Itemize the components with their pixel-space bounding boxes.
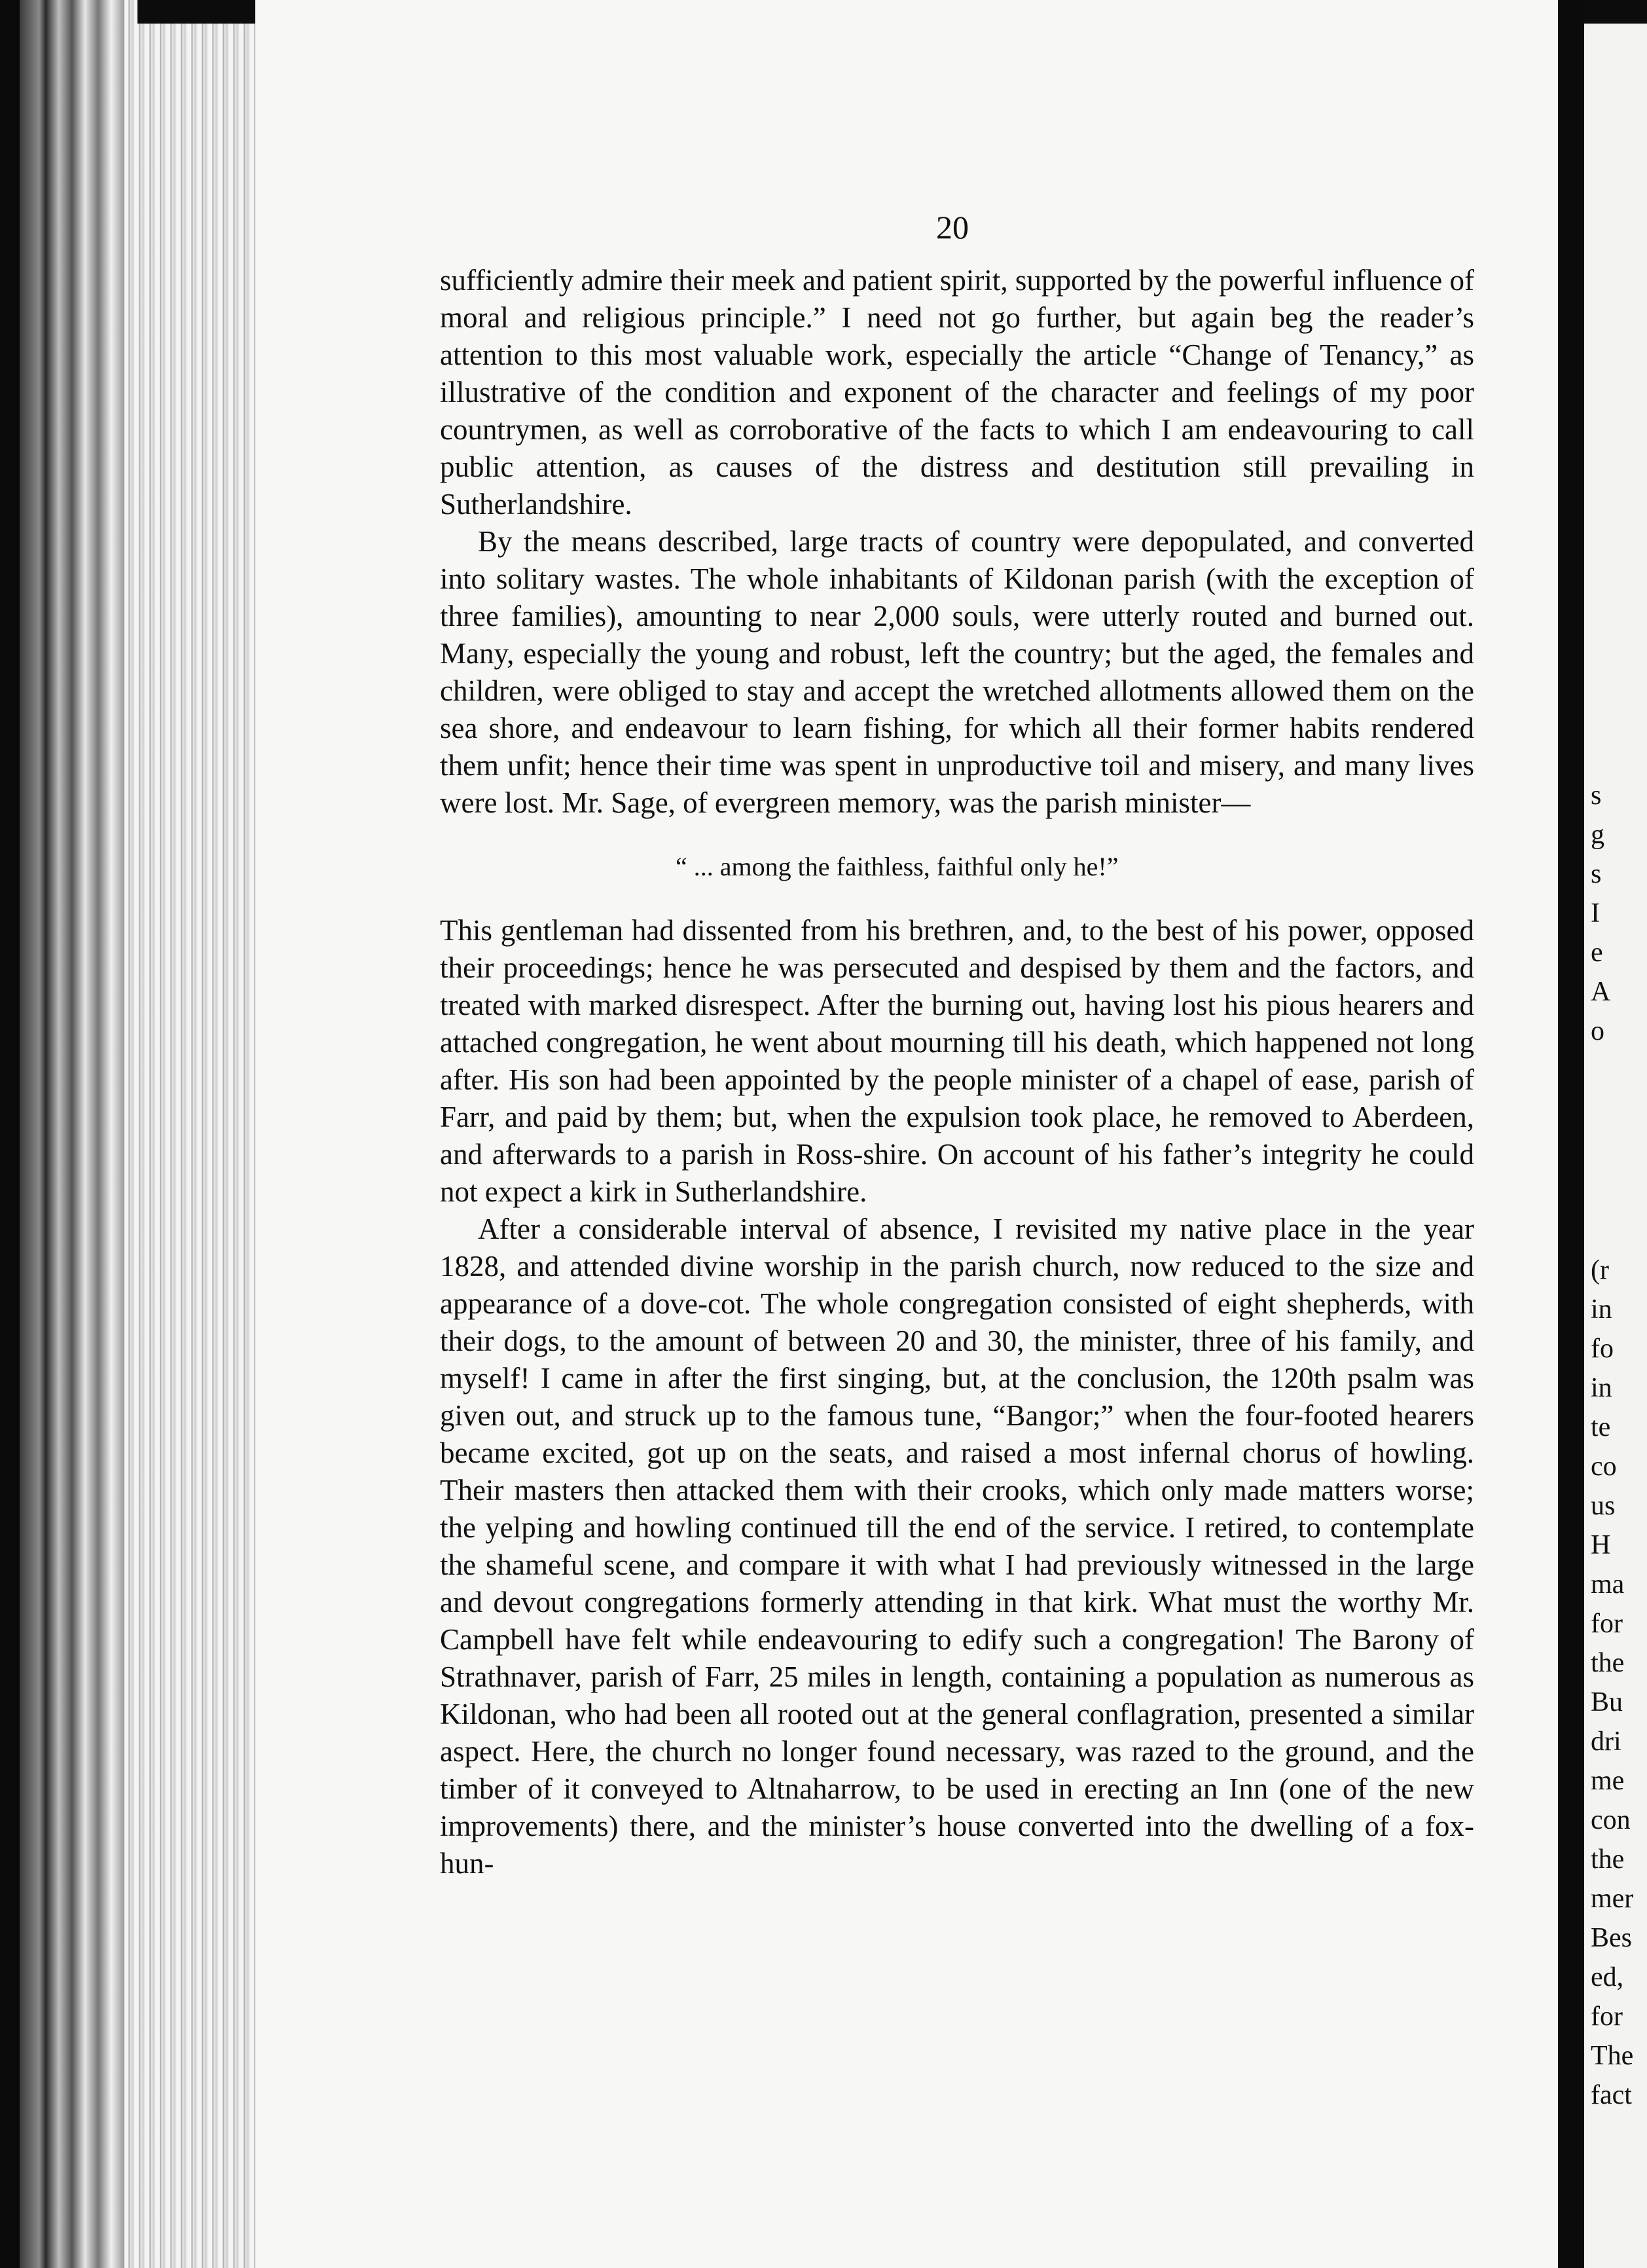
fragment-text: co	[1591, 1452, 1617, 1482]
fragment-text: in	[1591, 1294, 1612, 1325]
page-number: 20	[936, 209, 969, 246]
fragment-text: A	[1591, 977, 1611, 1007]
page-edges	[124, 0, 255, 2268]
page-text	[440, 262, 1474, 1882]
fragment-text: in	[1591, 1373, 1612, 1403]
fragment-text: e	[1591, 938, 1603, 968]
fragment-text: ma	[1591, 1569, 1625, 1600]
paragraph-3: This gentleman had dissented from his brethren, and, to the best of his power, opposed their proceedings; hence he was persecuted and despised by them and the factors, and treated with marked disrespect. After the burning out, having lost his pious hearers and attached congregation, he went about mourning till his death, which happened not long after. His son had been appointed by the people minister of a chapel of ease, parish of Farr, and paid by them; but, when the expulsion took place, he removed to Aberdeen, and afterwards to a parish in Ross-shire. On account of his father’s integrity he could not expect a kirk in Sutherlandshire.	[440, 914, 1474, 1208]
fragment-text: The	[1591, 2041, 1634, 2071]
fragment-text: s	[1591, 859, 1602, 889]
fragment-text: fact	[1591, 2080, 1632, 2110]
next-page-edge	[1584, 24, 1647, 2268]
paragraph-4: After a considerable interval of absence, I revisited my native place in the year 1828, and attended divine worship in the parish church, now reduced to the size and appearance of a dove-cot. The whole congregation consisted of eight shepherds, with their dogs, to the amount of between 20 and 30, the minister, three of his family, and myself! I came in after the first singing, but, at the conclusion, the 120th psalm was given out, and struck up to the famous tune, “Bangor;” when the four-footed hearers became excited, got up on the seats, and raised a most infernal chorus of howling. Their masters then attacked them with their crooks, which only made matters worse; the yelping and howling continued till the end of the service. I retired, to contemplate the shameful scene, and compare it with what I had previously witnessed in the large and devout congregations formerly attending in that kirk. What must the worthy Mr. Campbell have felt while endeavouring to edify such a congregation! The Barony of Strathnaver, parish of Farr, 25 miles in length, containing a population as numerous as Kildonan, who had been all rooted out at the general conflagration, presented a similar aspect. Here, the church no longer found necessary, was razed to the ground, and the timber of it conveyed to Altnaharrow, to be used in erecting an Inn (one of the new improvements) there, and the minister’s house converted into the dwelling of a fox-hun-	[440, 1213, 1474, 1880]
fragment-text: H	[1591, 1530, 1611, 1560]
fragment-text: te	[1591, 1412, 1611, 1442]
fragment-text: ed,	[1591, 1962, 1624, 1992]
fragment-text: I	[1591, 898, 1600, 928]
paragraph-1: sufficiently admire their meek and patient spirit, supported by the powerful influence of moral and religious principle.” I need not go further, but again beg the reader’s attention to this most valuable work, especially the article “Change of Tenancy,” as illustrative of the condition and exponent of the character and feelings of my poor countrymen, as well as corroborative of the facts to which I am endeavouring to call public attention, as causes of the distress and destitution still prevailing in Sutherlandshire.	[440, 264, 1474, 521]
fragment-text: the	[1591, 1648, 1625, 1678]
verse-quote: “ ... among the faithless, faithful only he!”	[676, 852, 1119, 881]
fragment-text: con	[1591, 1805, 1631, 1835]
fragment-text: the	[1591, 1844, 1625, 1875]
fragment-text: mer	[1591, 1884, 1634, 1914]
fragment-text: for	[1591, 2002, 1623, 2032]
fragment-text: g	[1591, 820, 1604, 850]
fragment-text: Bu	[1591, 1687, 1623, 1717]
fragment-text: s	[1591, 780, 1602, 811]
fragment-text: for	[1591, 1609, 1623, 1639]
page-gutter	[1558, 0, 1584, 2268]
fragment-text: (r	[1591, 1255, 1609, 1285]
fragment-text: fo	[1591, 1334, 1614, 1364]
fragment-text: o	[1591, 1016, 1604, 1046]
fragment-text: Bes	[1591, 1923, 1632, 1953]
fragment-text: us	[1591, 1491, 1616, 1521]
fragment-text: me	[1591, 1766, 1625, 1796]
fragment-text: dri	[1591, 1727, 1621, 1757]
paragraph-2: By the means described, large tracts of country were depopulated, and converted into solitary wastes. The whole inhabitants of Kildonan parish (with the exception of three families), amounting to near 2,000 souls, were utterly routed and burned out. Many, especially the young and robust, left the country; but the aged, the females and children, were obliged to stay and accept the wretched allotments allowed them on the sea shore, and endeavour to learn fishing, for which all their former habits rendered them unfit; hence their time was spent in unproductive toil and misery, and many lives were lost. Mr. Sage, of evergreen memory, was the parish minister—	[440, 525, 1474, 819]
book-spine	[0, 0, 124, 2268]
